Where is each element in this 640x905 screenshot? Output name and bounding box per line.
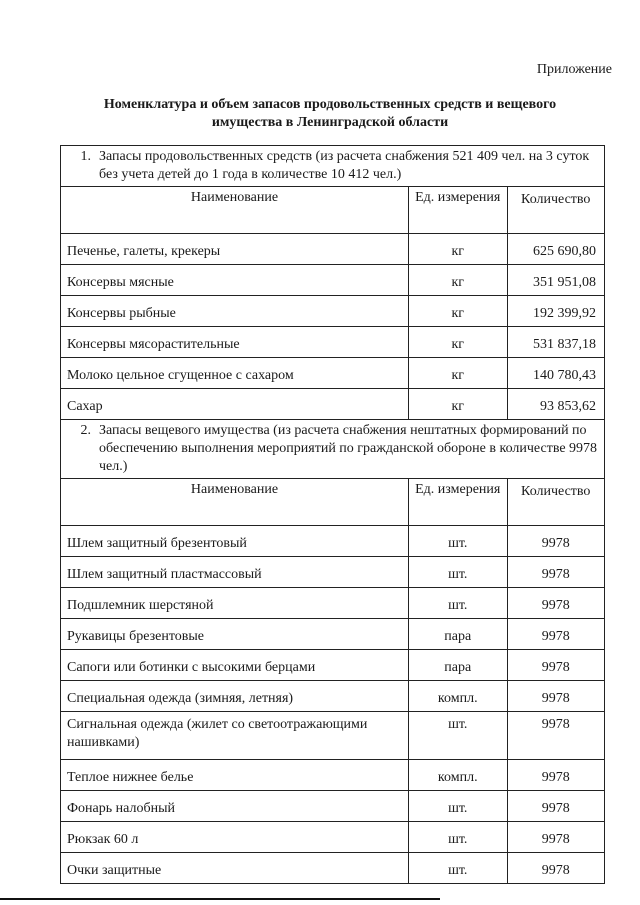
section-heading-cell [61, 420, 605, 479]
table-row [61, 526, 605, 557]
item-unit-cell: компл. [408, 681, 507, 712]
item-unit-cell: пара [408, 650, 507, 681]
item-unit-cell: кг [408, 327, 507, 358]
table-row [61, 650, 605, 681]
item-name-cell: Рукавицы брезентовые [61, 619, 409, 650]
item-unit-cell: шт. [408, 526, 507, 557]
table-row [61, 712, 605, 760]
item-qty-cell: 625 690,80 [507, 234, 605, 265]
table-row [61, 234, 605, 265]
item-unit-cell: кг [408, 358, 507, 389]
section-heading-row [61, 146, 605, 187]
item-qty-cell: 9978 [507, 712, 605, 760]
table-row [61, 327, 605, 358]
item-name-cell: Печенье, галеты, крекеры [61, 234, 409, 265]
item-unit-cell: пара [408, 619, 507, 650]
column-header-row [61, 187, 605, 234]
section-heading-cell [61, 146, 605, 187]
table-row [61, 791, 605, 822]
item-qty-cell: 192 399,92 [507, 296, 605, 327]
item-qty-cell: 9978 [507, 822, 605, 853]
inventory-table [60, 145, 605, 884]
inventory-table-body [61, 146, 605, 884]
column-header-name: Наименование [61, 479, 409, 526]
title-line-2: имущества в Ленинградской области [211, 115, 449, 130]
item-qty-cell: 351 951,08 [507, 265, 605, 296]
item-name-cell: Сигнальная одежда (жилет со светоотражающими нашивками) [61, 712, 409, 760]
item-name-cell: Шлем защитный брезентовый [61, 526, 409, 557]
scan-edge-line [0, 898, 440, 900]
table-row [61, 760, 605, 791]
item-unit-cell: компл. [408, 760, 507, 791]
table-row [61, 557, 605, 588]
table-row [61, 681, 605, 712]
item-qty-cell: 9978 [507, 853, 605, 884]
item-name-cell: Теплое нижнее белье [61, 760, 409, 791]
item-name-cell: Фонарь налобный [61, 791, 409, 822]
table-row [61, 588, 605, 619]
document-title [60, 96, 600, 132]
table-row [61, 853, 605, 884]
column-header-unit: Ед. измерения [408, 187, 507, 234]
item-qty-cell: 9978 [507, 557, 605, 588]
table-row [61, 296, 605, 327]
item-name-cell: Сапоги или ботинки с высокими берцами [61, 650, 409, 681]
item-name-cell: Молоко цельное сгущенное с сахаром [61, 358, 409, 389]
item-name-cell: Шлем защитный пластмассовый [61, 557, 409, 588]
item-qty-cell: 9978 [507, 619, 605, 650]
item-qty-cell: 531 837,18 [507, 327, 605, 358]
item-unit-cell: шт. [408, 557, 507, 588]
item-unit-cell: кг [408, 296, 507, 327]
section-description: Запасы продовольственных средств (из расчета снабжения 521 409 чел. на 3 суток без учета детей до 1 года в количестве 10 412 чел.) [99, 149, 590, 182]
table-row [61, 619, 605, 650]
item-name-cell: Консервы мясорастительные [61, 327, 409, 358]
item-unit-cell: шт. [408, 712, 507, 760]
item-qty-cell: 9978 [507, 526, 605, 557]
item-unit-cell: кг [408, 265, 507, 296]
section-number: 2. [80, 423, 91, 438]
item-name-cell: Очки защитные [61, 853, 409, 884]
item-unit-cell: кг [408, 389, 507, 420]
item-qty-cell: 93 853,62 [507, 389, 605, 420]
item-qty-cell: 9978 [507, 760, 605, 791]
section-number: 1. [80, 149, 91, 164]
table-row [61, 822, 605, 853]
table-row [61, 389, 605, 420]
column-header-qty: Количество [507, 187, 605, 234]
appendix-label: Приложение [536, 62, 612, 77]
item-qty-cell: 9978 [507, 650, 605, 681]
column-header-qty: Количество [507, 479, 605, 526]
item-unit-cell: шт. [408, 791, 507, 822]
column-header-unit: Ед. измерения [408, 479, 507, 526]
title-line-1: Номенклатура и объем запасов продовольственных средств и вещевого [103, 97, 557, 112]
table-row [61, 358, 605, 389]
column-header-row [61, 479, 605, 526]
item-qty-cell: 9978 [507, 588, 605, 619]
item-name-cell: Консервы мясные [61, 265, 409, 296]
item-qty-cell: 140 780,43 [507, 358, 605, 389]
item-name-cell: Подшлемник шерстяной [61, 588, 409, 619]
item-unit-cell: шт. [408, 853, 507, 884]
section-description: Запасы вещевого имущества (из расчета снабжения нештатных формирований по обеспечению выполнения мероприятий по гражданской обороне в количестве 9978 чел.) [99, 423, 598, 474]
item-qty-cell: 9978 [507, 681, 605, 712]
item-name-cell: Рюкзак 60 л [61, 822, 409, 853]
item-name-cell: Консервы рыбные [61, 296, 409, 327]
item-unit-cell: кг [408, 234, 507, 265]
table-row [61, 265, 605, 296]
section-heading-row [61, 420, 605, 479]
item-unit-cell: шт. [408, 822, 507, 853]
item-unit-cell: шт. [408, 588, 507, 619]
item-name-cell: Сахар [61, 389, 409, 420]
item-name-cell: Специальная одежда (зимняя, летняя) [61, 681, 409, 712]
column-header-name: Наименование [61, 187, 409, 234]
item-qty-cell: 9978 [507, 791, 605, 822]
